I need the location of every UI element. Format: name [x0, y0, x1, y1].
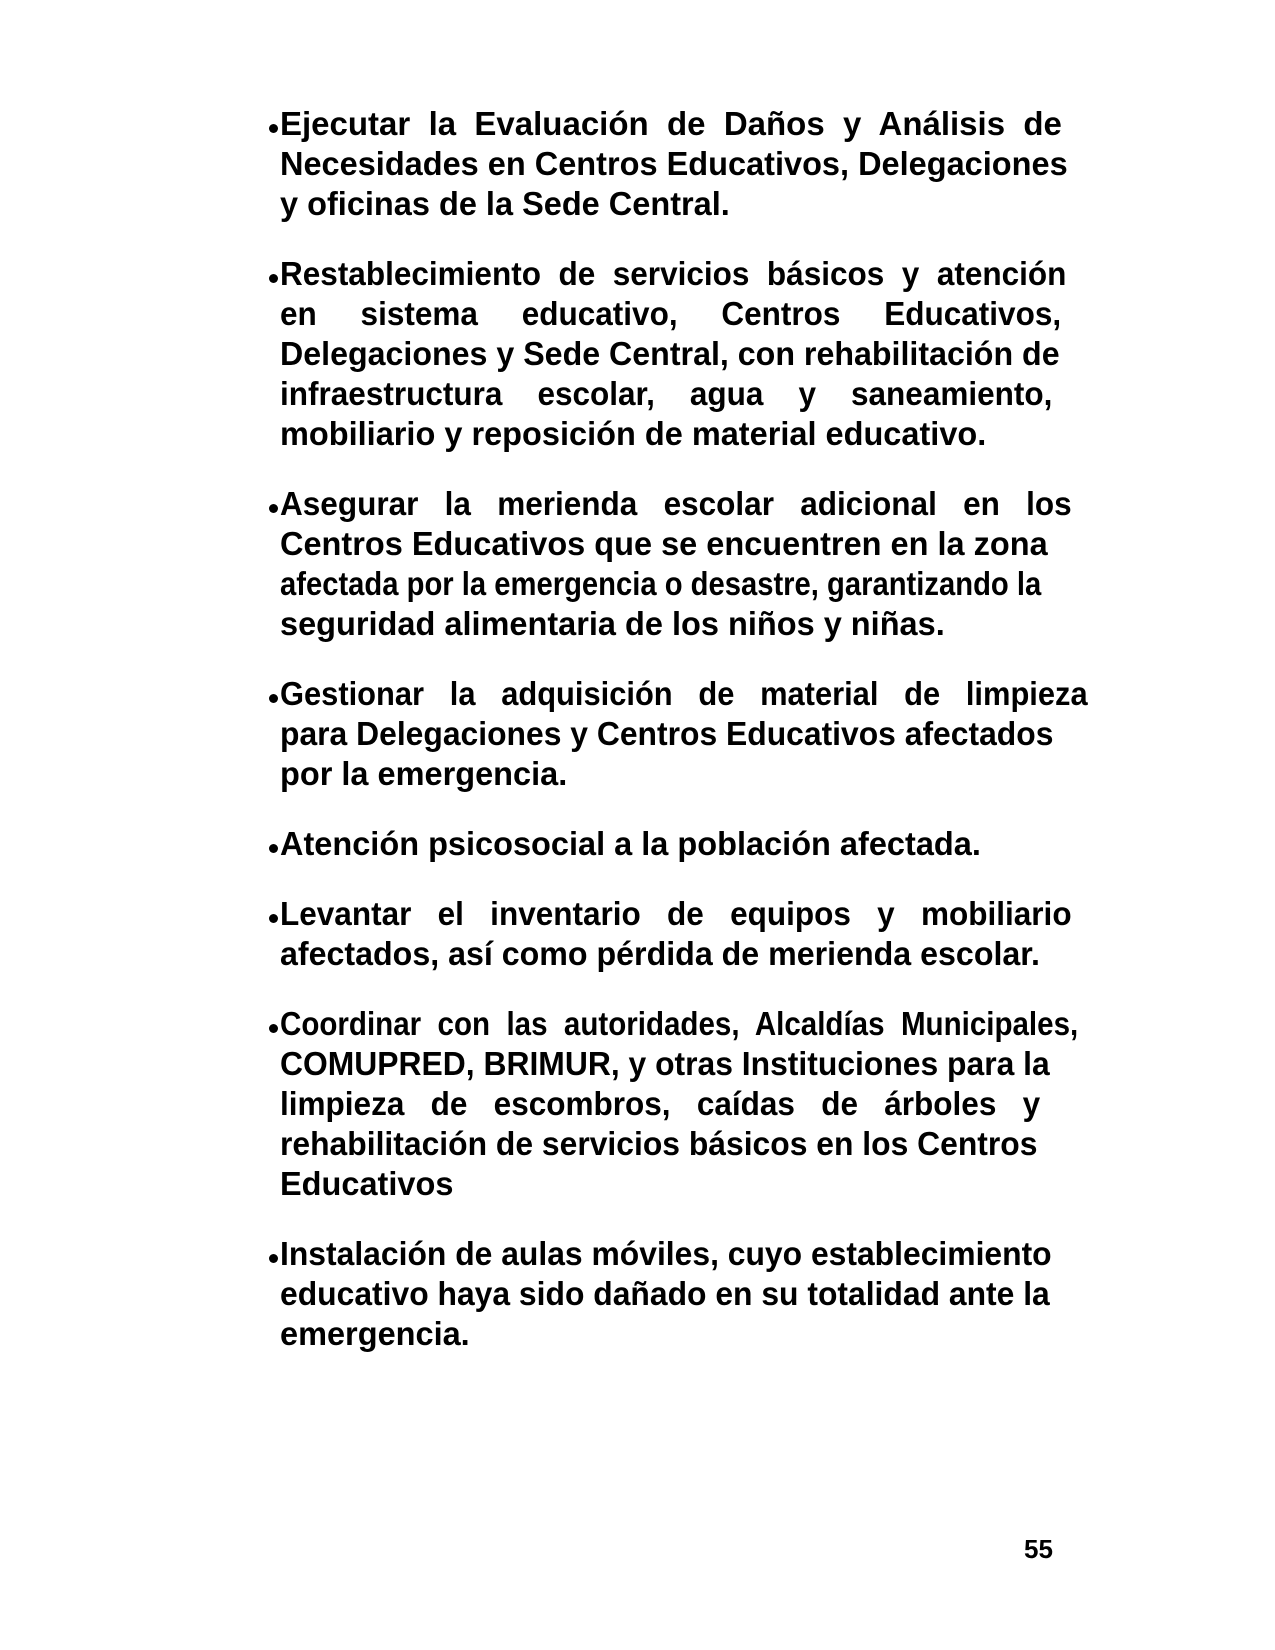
bullet-line: Centros Educativos que se encuentren en la zona — [280, 525, 1048, 562]
bullet-text — [280, 254, 1105, 454]
bullet-dot-icon — [269, 694, 278, 703]
bullet-item-inventario-equipos — [255, 894, 1105, 974]
bullet-line: Restablecimiento de servicios básicos y atención — [280, 255, 1067, 292]
bullet-line: afectados, así como pérdida de merienda escolar. — [280, 935, 1040, 972]
bullet-line: mobiliario y reposición de material educativo. — [280, 415, 987, 452]
bullet-dot-icon — [269, 274, 278, 283]
bullet-line: Necesidades en Centros Educativos, Delegaciones — [280, 145, 1068, 182]
bullet-line: infraestructura escolar, agua y saneamiento, — [280, 375, 1053, 412]
bullet-line: emergencia. — [280, 1315, 470, 1352]
bullet-line: Delegaciones y Sede Central, con rehabilitación de — [280, 335, 1060, 372]
bullet-dot-icon — [269, 1254, 278, 1263]
bullet-dot-icon — [269, 124, 278, 133]
bullet-line: COMUPRED, BRIMUR, y otras Instituciones para la — [280, 1045, 1050, 1082]
bullet-line: por la emergencia. — [280, 755, 568, 792]
bullet-item-coordinar-autoridades — [255, 1004, 1105, 1204]
bullet-line: Gestionar la adquisición de material de limpieza — [280, 675, 1088, 712]
bullet-dot-icon — [269, 504, 278, 513]
bullet-line: Ejecutar la Evaluación de Daños y Análisis de — [280, 105, 1062, 142]
bullet-line: Levantar el inventario de equipos y mobiliario — [280, 895, 1072, 932]
bullet-line: en sistema educativo, Centros Educativos, — [280, 295, 1062, 332]
bullet-line: Coordinar con las autoridades, Alcaldías Municipales, — [280, 1005, 1079, 1042]
bullet-text — [280, 1004, 1105, 1204]
bullet-line: Educativos — [280, 1165, 454, 1202]
bullet-item-evaluacion-danos — [255, 104, 1105, 224]
bullet-text — [280, 674, 1105, 794]
bullet-item-aulas-moviles — [255, 1234, 1105, 1354]
bullet-text — [280, 824, 1105, 864]
page-number: 55 — [1024, 1534, 1053, 1564]
bullet-line: limpieza de escombros, caídas de árboles y — [280, 1085, 1041, 1122]
bullet-line: seguridad alimentaria de los niños y niñas. — [280, 605, 945, 642]
bullet-dot-icon — [269, 1024, 278, 1033]
bullet-text — [280, 1234, 1105, 1354]
bullet-line: rehabilitación de servicios básicos en los Centros — [280, 1125, 1038, 1162]
bullet-text — [280, 104, 1105, 224]
bullet-item-restablecimiento-servicios — [255, 254, 1105, 454]
bullet-item-atencion-psicosocial — [255, 824, 1105, 864]
bullet-text — [280, 894, 1105, 974]
bullet-text — [280, 484, 1105, 644]
bullet-line: Instalación de aulas móviles, cuyo establecimiento — [280, 1235, 1052, 1272]
bullet-line: Asegurar la merienda escolar adicional en los — [280, 485, 1072, 522]
bullet-line: educativo haya sido dañado en su totalidad ante la — [280, 1275, 1050, 1312]
bullet-dot-icon — [269, 844, 278, 853]
bullet-item-material-limpieza — [255, 674, 1105, 794]
bullet-line: para Delegaciones y Centros Educativos afectados — [280, 715, 1054, 752]
bullet-dot-icon — [269, 914, 278, 923]
bullet-line: afectada por la emergencia o desastre, garantizando la — [280, 565, 1042, 602]
bullet-line: y oficinas de la Sede Central. — [280, 185, 730, 222]
bullet-item-merienda-escolar — [255, 484, 1105, 644]
bullet-list — [255, 104, 1105, 1384]
bullet-line: Atención psicosocial a la población afectada. — [280, 825, 981, 862]
